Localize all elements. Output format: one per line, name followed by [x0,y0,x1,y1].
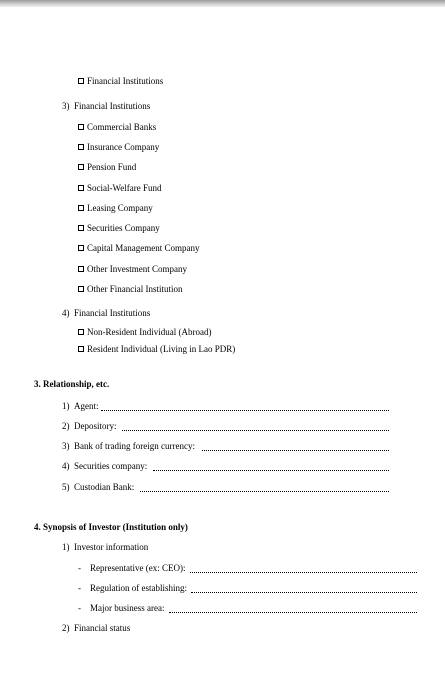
checkbox-item[interactable]: Securities Company [78,223,160,234]
section-heading-relationship: 3. Relationship, etc. [34,379,110,389]
section-heading-synopsis: 4. Synopsis of Investor (Institution only) [34,522,188,532]
foreign-currency-bank-input-line[interactable] [202,449,389,451]
checkbox-item[interactable]: Resident Individual (Living in Lao PDR) [78,344,235,355]
checkbox-item[interactable]: Other Investment Company [78,264,187,275]
field-row-business-area: - Major business area: [78,603,165,613]
checkbox-financial-institutions[interactable]: Financial Institutions [78,76,163,87]
custodian-bank-input-line[interactable] [140,490,389,492]
checkbox-icon[interactable] [78,346,84,352]
checkbox-icon[interactable] [78,266,84,272]
field-row-representative: - Representative (ex: CEO): [78,563,186,573]
checkbox-item[interactable]: Commercial Banks [78,122,156,133]
investor-information-title: 1) Investor information [62,542,149,552]
financial-status-title: 2) Financial status [62,623,131,633]
checkbox-item[interactable]: Non-Resident Individual (Abroad) [78,327,211,338]
regulation-input-line[interactable] [191,591,417,593]
window-top-edge [0,0,445,7]
checkbox-icon[interactable] [78,286,84,292]
subsection-3-title: 3) Financial Institutions [62,101,151,111]
checkbox-icon[interactable] [78,124,84,130]
checkbox-item[interactable]: Capital Management Company [78,243,199,254]
checkbox-item[interactable]: Pension Fund [78,162,136,173]
field-row-agent: 1) Agent: [62,401,99,411]
checkbox-icon[interactable] [78,185,84,191]
checkbox-item[interactable]: Insurance Company [78,142,159,153]
representative-input-line[interactable] [190,571,417,573]
checkbox-icon[interactable] [78,245,84,251]
checkbox-icon[interactable] [78,164,84,170]
checkbox-item[interactable]: Other Financial Institution [78,284,182,295]
field-row-depository: 2) Depository: [62,421,117,431]
subsection-4-title: 4) Financial Institutions [62,308,151,318]
field-row-custodian-bank: 5) Custodian Bank: [62,482,135,492]
checkbox-icon[interactable] [78,78,84,84]
field-row-securities-company: 4) Securities company: [62,461,148,471]
checkbox-icon[interactable] [78,225,84,231]
checkbox-icon[interactable] [78,329,84,335]
checkbox-icon[interactable] [78,205,84,211]
agent-input-line[interactable] [101,409,389,411]
business-area-input-line[interactable] [169,611,417,613]
field-row-regulation: - Regulation of establishing: [78,583,187,593]
depository-input-line[interactable] [122,429,389,431]
checkbox-icon[interactable] [78,144,84,150]
securities-company-input-line[interactable] [153,469,389,471]
checkbox-item[interactable]: Social-Welfare Fund [78,183,162,194]
field-row-foreign-currency-bank: 3) Bank of trading foreign currency: [62,441,195,451]
checkbox-item[interactable]: Leasing Company [78,203,153,214]
